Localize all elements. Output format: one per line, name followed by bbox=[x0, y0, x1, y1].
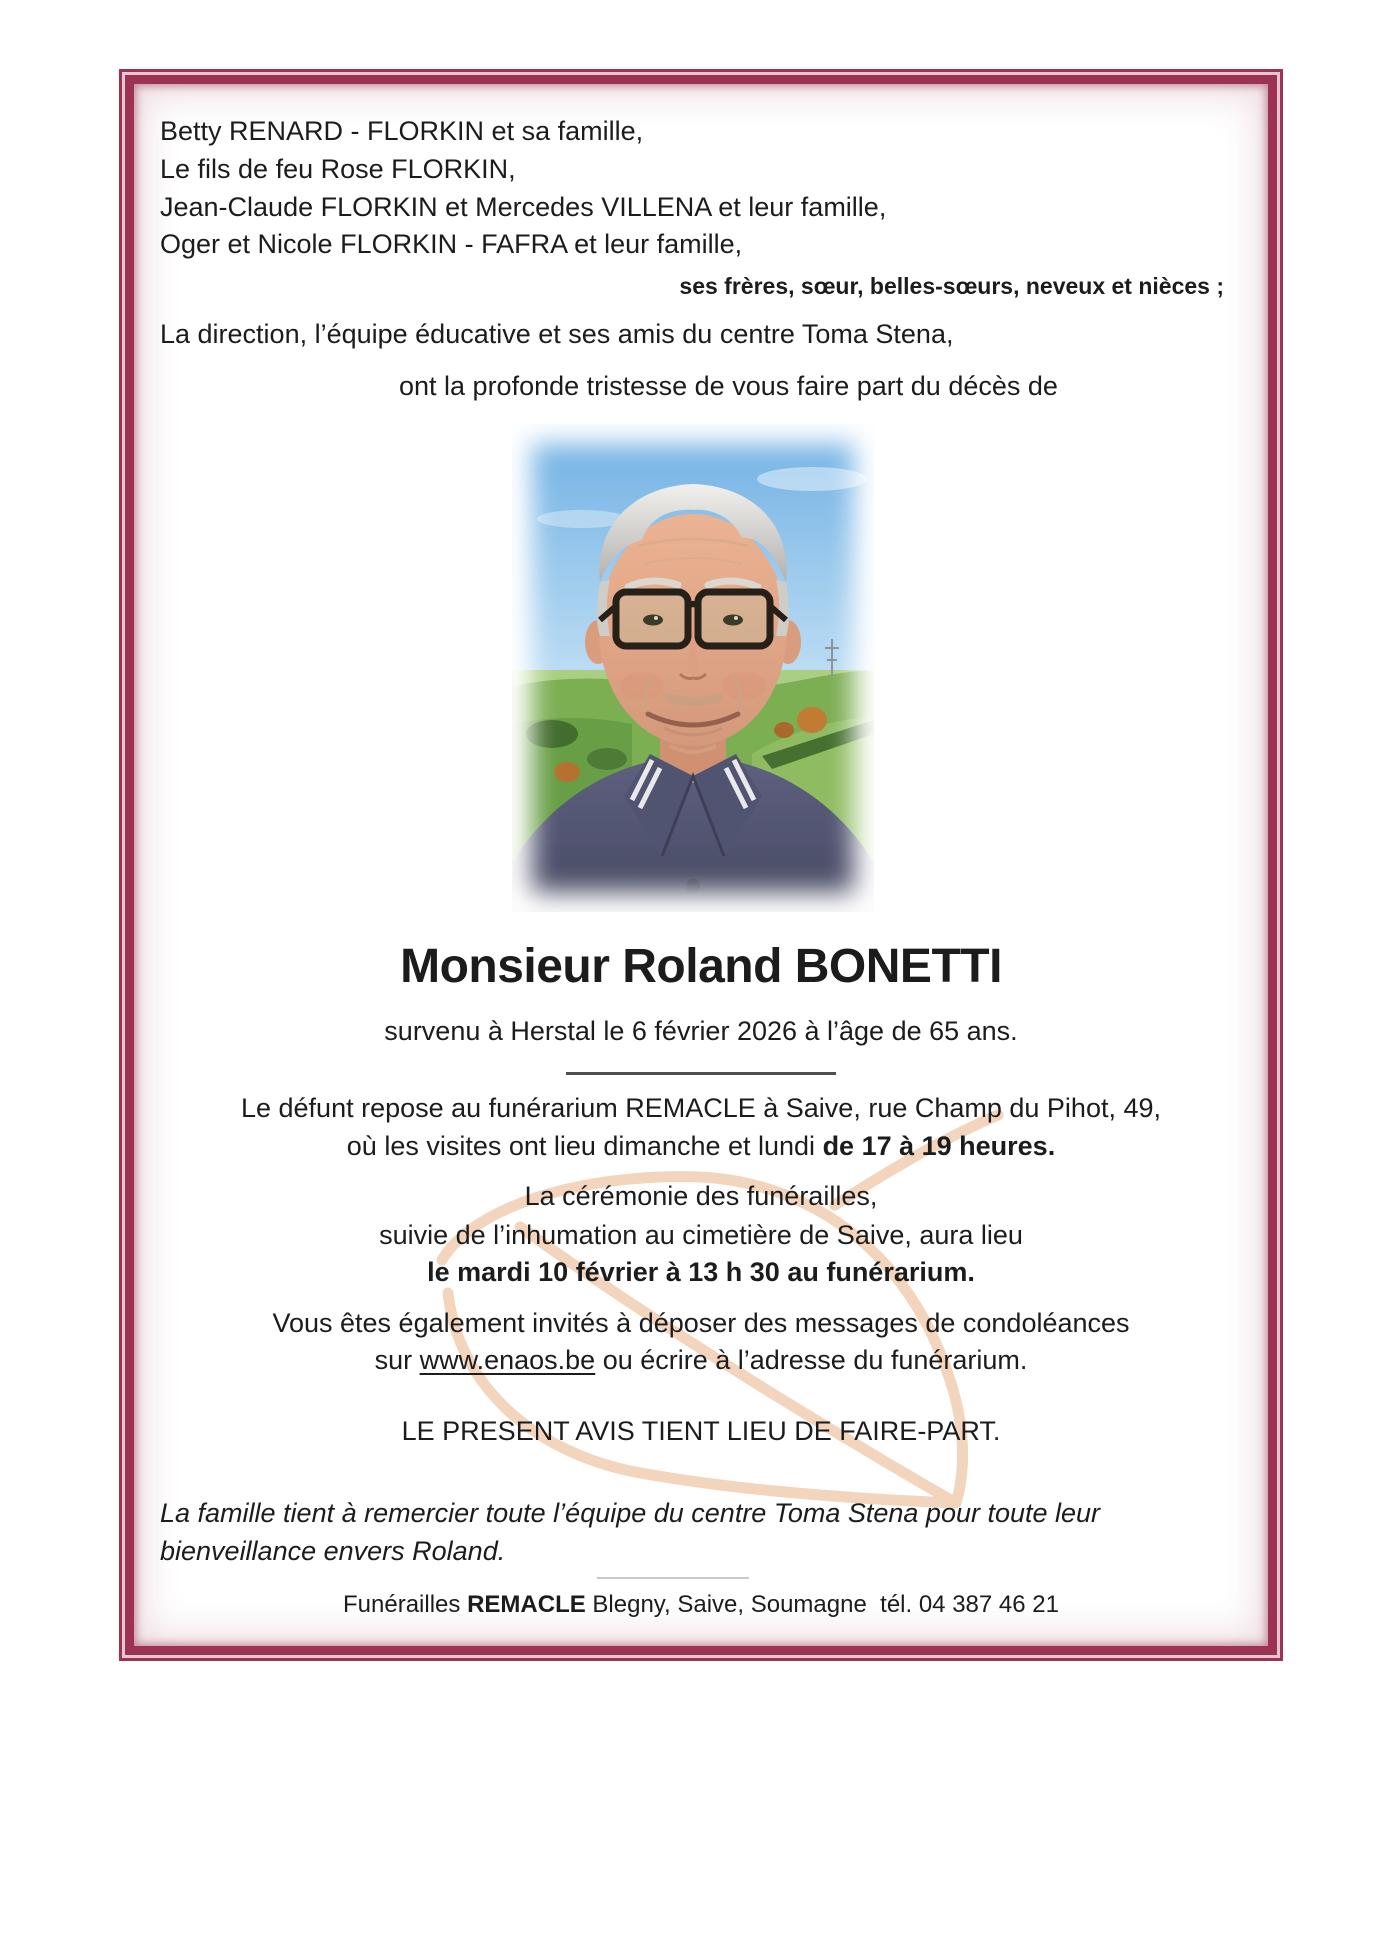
deceased-name: Monsieur Roland BONETTI bbox=[400, 940, 1002, 993]
thanks-line-1: La famille tient à remercier toute l’équipe du centre Toma Stena pour toute leur bbox=[160, 1498, 1101, 1528]
condolences-link-line bbox=[160, 1343, 1242, 1377]
condolences-prefix: sur bbox=[374, 1345, 420, 1375]
thanks-line-2: bienveillance envers Roland. bbox=[160, 1536, 506, 1566]
ceremony-date-bold: le mardi 10 février à 13 h 30 au funérarium. bbox=[427, 1257, 975, 1287]
funeral-home-prefix: Funérailles bbox=[343, 1591, 468, 1618]
visits-line bbox=[160, 1129, 1242, 1163]
repose-line: Le défunt repose au funérarium REMACLE à Saive, rue Champ du Pihot, 49, bbox=[240, 1093, 1162, 1123]
family-line: Betty RENARD - FLORKIN et sa famille, bbox=[160, 116, 644, 146]
portrait-photo-illustration bbox=[512, 424, 874, 912]
relations-line: ses frères, sœur, belles-sœurs, neveux et nièces ; bbox=[679, 273, 1224, 299]
direction-line: La direction, l’équipe éducative et ses amis du centre Toma Stena, bbox=[160, 319, 954, 349]
death-line: survenu à Herstal le 6 février 2026 à l’âge de 65 ans. bbox=[384, 1016, 1018, 1046]
visits-hours-bold: de 17 à 19 heures. bbox=[822, 1131, 1056, 1161]
condolences-suffix: ou écrire à l’adresse du funérarium. bbox=[595, 1345, 1028, 1375]
faire-part-line: LE PRESENT AVIS TIENT LIEU DE FAIRE-PART. bbox=[401, 1416, 1001, 1446]
family-line: Jean-Claude FLORKIN et Mercedes VILLENA et leur famille, bbox=[160, 192, 887, 222]
visits-text: où les visites ont lieu dimanche et lundi bbox=[346, 1131, 823, 1161]
announce-line: ont la profonde tristesse de vous faire part du décès de bbox=[399, 371, 1058, 401]
ceremony-line-2: suivie de l’inhumation au cimetière de Saive, aura lieu bbox=[379, 1220, 1023, 1250]
section-divider bbox=[566, 1072, 836, 1075]
family-line: Oger et Nicole FLORKIN - FAFRA et leur famille, bbox=[160, 229, 743, 259]
funeral-home-line bbox=[160, 1588, 1242, 1622]
condolences-line: Vous êtes également invités à déposer des messages de condoléances bbox=[272, 1308, 1130, 1338]
footer-divider bbox=[597, 1577, 749, 1579]
family-line: Le fils de feu Rose FLORKIN, bbox=[160, 154, 516, 184]
portrait-photo bbox=[512, 424, 874, 912]
funeral-home-suffix: Blegny, Saive, Soumagne tél. 04 387 46 21 bbox=[585, 1591, 1059, 1618]
enaos-link[interactable]: www.enaos.be bbox=[419, 1345, 596, 1375]
funeral-home-brand: REMACLE bbox=[467, 1591, 586, 1618]
ceremony-line-1: La cérémonie des funérailles, bbox=[524, 1181, 878, 1211]
